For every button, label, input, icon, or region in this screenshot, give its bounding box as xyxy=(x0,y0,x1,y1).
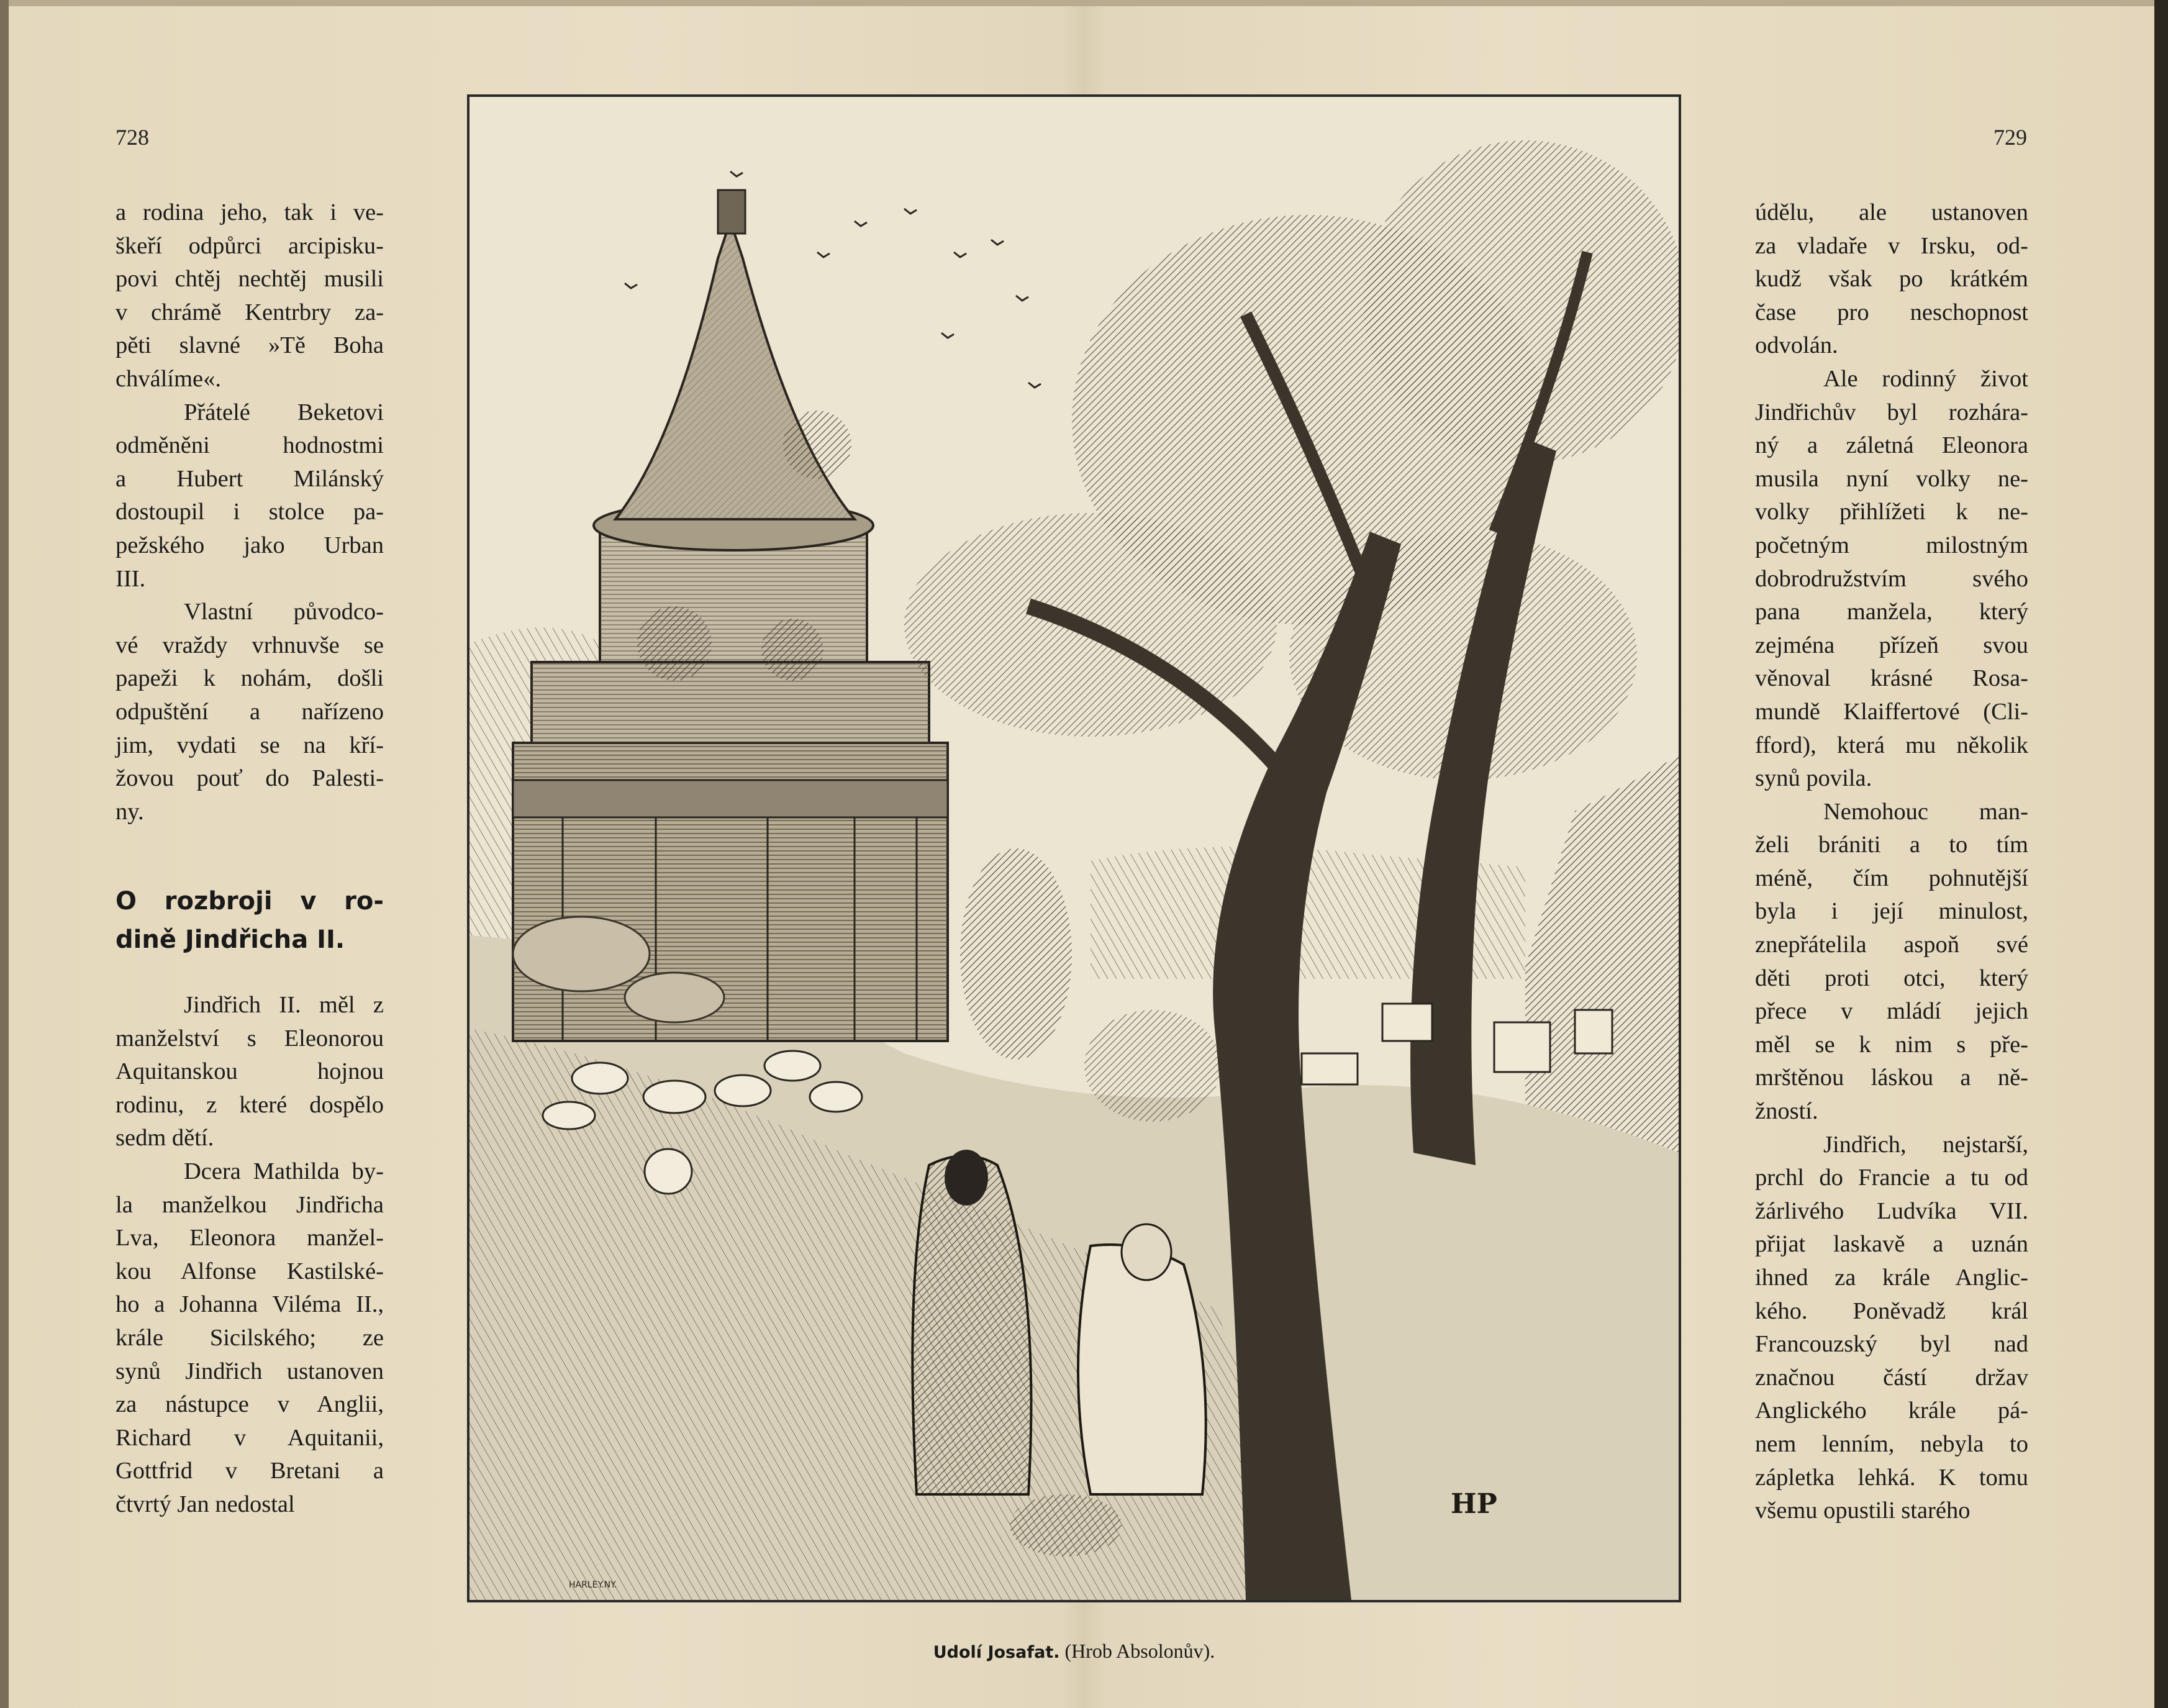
text-line: odpuštění a nařízeno xyxy=(116,698,384,725)
text-line: měl se k nim s pře- xyxy=(1755,1031,2028,1058)
text-line: mundě Klaiffertové (Cli- xyxy=(1755,698,2028,725)
text-line: kou Alfonse Kastilské- xyxy=(116,1258,384,1284)
text-line: Anglického krále pá- xyxy=(1755,1397,2028,1424)
text-line: v chrámě Kentrbry za- xyxy=(116,299,384,325)
text-line: fford), která mu několik xyxy=(1755,732,2028,758)
text-line: značnou částí držav xyxy=(1755,1364,2028,1391)
section-heading xyxy=(116,882,384,959)
text-line: Lva, Eleonora manžel- xyxy=(116,1225,384,1251)
text-line: čase pro neschopnost xyxy=(1755,299,2028,325)
left-text-column-bottom xyxy=(116,989,384,1522)
caption-title: Udolí Josafat. xyxy=(933,1643,1060,1662)
engraver-monogram: HP xyxy=(1451,1488,1497,1520)
text-line: papeži k nohám, došli xyxy=(116,665,384,692)
top-edge xyxy=(0,0,2168,6)
boulder xyxy=(960,848,1072,1060)
text-line: zejména přízeň svou xyxy=(1755,632,2028,658)
text-line: Jindřich, nejstarší, xyxy=(1823,1131,2028,1158)
page-number-left: 728 xyxy=(116,125,149,150)
figure-caption xyxy=(467,1640,1681,1663)
text-line: zápletka lehká. K tomu xyxy=(1755,1464,2028,1491)
text-line: za nástupce v Anglii, xyxy=(116,1391,384,1418)
text-line: žovou pouť do Palesti- xyxy=(116,765,384,792)
engraver-signature: HARLEY.NY. xyxy=(569,1580,617,1590)
left-text-column-top xyxy=(116,196,384,829)
right-edge xyxy=(2154,0,2168,1708)
text-line: pežského jako Urban xyxy=(116,532,384,558)
text-line: Dcera Mathilda by- xyxy=(184,1158,384,1184)
caption-subtitle: (Hrob Absolonův). xyxy=(1059,1640,1215,1662)
text-line: prchl do Francie a tu od xyxy=(1755,1165,2028,1191)
text-line: přijat laskavě a uznán xyxy=(1755,1231,2028,1258)
text-line: ny. xyxy=(116,798,144,825)
text-line: kudž však po krátkém xyxy=(1755,266,2028,293)
text-line: pana manžela, který xyxy=(1755,599,2028,625)
text-line: rodinu, z které dospělo xyxy=(116,1091,384,1118)
text-line: přece v mládí jejich xyxy=(1755,998,2028,1025)
engraving-illustration xyxy=(467,94,1681,1602)
text-line: jim, vydati se na kří- xyxy=(116,732,384,758)
text-line: čtvrtý Jan nedostal xyxy=(116,1491,295,1517)
text-line: početným milostným xyxy=(1755,532,2028,558)
text-line: synů Jindřich ustanoven xyxy=(116,1358,384,1384)
text-line: Přátelé Beketovi xyxy=(184,399,384,425)
text-line: pěti slavné »Tě Boha xyxy=(116,332,384,359)
text-line: Ale rodinný život xyxy=(1823,365,2028,392)
text-line: Richard v Aquitanii, xyxy=(116,1424,384,1451)
text-line: všemu opustili starého xyxy=(1755,1497,1971,1524)
text-line: la manželkou Jindřicha xyxy=(116,1191,384,1218)
text-line: III. xyxy=(116,565,146,592)
text-line: věnoval krásné Rosa- xyxy=(1755,665,2028,692)
text-line: nem lenním, nebyla to xyxy=(1755,1430,2028,1457)
text-line: a rodina jeho, tak i ve- xyxy=(116,199,384,225)
text-line: manželství s Eleonorou xyxy=(116,1025,384,1052)
text-line: dostoupil i stolce pa- xyxy=(116,499,384,525)
text-line: Jindřich II. měl z xyxy=(184,992,384,1018)
text-line: údělu, ale ustanoven xyxy=(1755,199,2028,225)
text-line: byla i její minulost, xyxy=(1755,898,2028,925)
text-line: děti proti otci, který xyxy=(1755,965,2028,991)
text-line: povi chtěj nechtěj musili xyxy=(116,266,384,293)
text-line: kého. Poněvadž král xyxy=(1755,1297,2028,1324)
text-line: žností. xyxy=(1755,1098,1818,1125)
text-line: želi brániti a to tím xyxy=(1755,832,2028,858)
text-line: žárlivého Ludvíka VII. xyxy=(1755,1197,2028,1224)
text-line: dobrodružstvím svého xyxy=(1755,565,2028,592)
text-line: Vlastní původco- xyxy=(184,599,384,625)
text-line: odvolán. xyxy=(1755,332,1838,359)
text-line: chválíme«. xyxy=(116,365,221,392)
text-line: ihned za krále Anglic- xyxy=(1755,1265,2028,1291)
text-line: a Hubert Milánský xyxy=(116,465,384,492)
text-line: Nemohouc man- xyxy=(1823,798,2028,825)
text-line: ný a záletná Eleonora xyxy=(1755,432,2028,459)
text-line: ho a Johanna Viléma II., xyxy=(116,1291,384,1318)
right-text-column xyxy=(1755,196,2028,1528)
text-line: škeří odpůrci arcipisku- xyxy=(116,232,384,259)
text-line: za vladaře v Irsku, od- xyxy=(1755,232,2028,259)
heading-line-2: dině Jindřicha II. xyxy=(116,925,345,954)
text-line: Gottfrid v Bretani a xyxy=(116,1458,384,1484)
text-line: odměněni hodnostmi xyxy=(116,432,384,459)
heading-line-1: O rozbroji v ro- xyxy=(116,887,384,915)
text-line: mrštěnou láskou a ně- xyxy=(1755,1065,2028,1091)
text-line: volky přihlížeti k ne- xyxy=(1755,499,2028,525)
text-line: musila nyní volky ne- xyxy=(1755,465,2028,492)
text-line: vé vraždy vrhnuvše se xyxy=(116,632,384,658)
text-line: Aquitanskou hojnou xyxy=(116,1058,384,1085)
text-line: znepřátelila aspoň své xyxy=(1755,932,2028,958)
text-line: Francouzský byl nad xyxy=(1755,1331,2028,1358)
text-line: méně, čím pohnutější xyxy=(1755,865,2028,891)
text-line: synů povila. xyxy=(1755,765,1872,792)
text-line: Jindřichův byl rozhára- xyxy=(1755,399,2028,425)
page-number-right: 729 xyxy=(1993,125,2027,150)
left-edge xyxy=(0,0,9,1708)
text-line: krále Sicilského; ze xyxy=(116,1324,384,1351)
text-line: sedm dětí. xyxy=(116,1125,214,1152)
